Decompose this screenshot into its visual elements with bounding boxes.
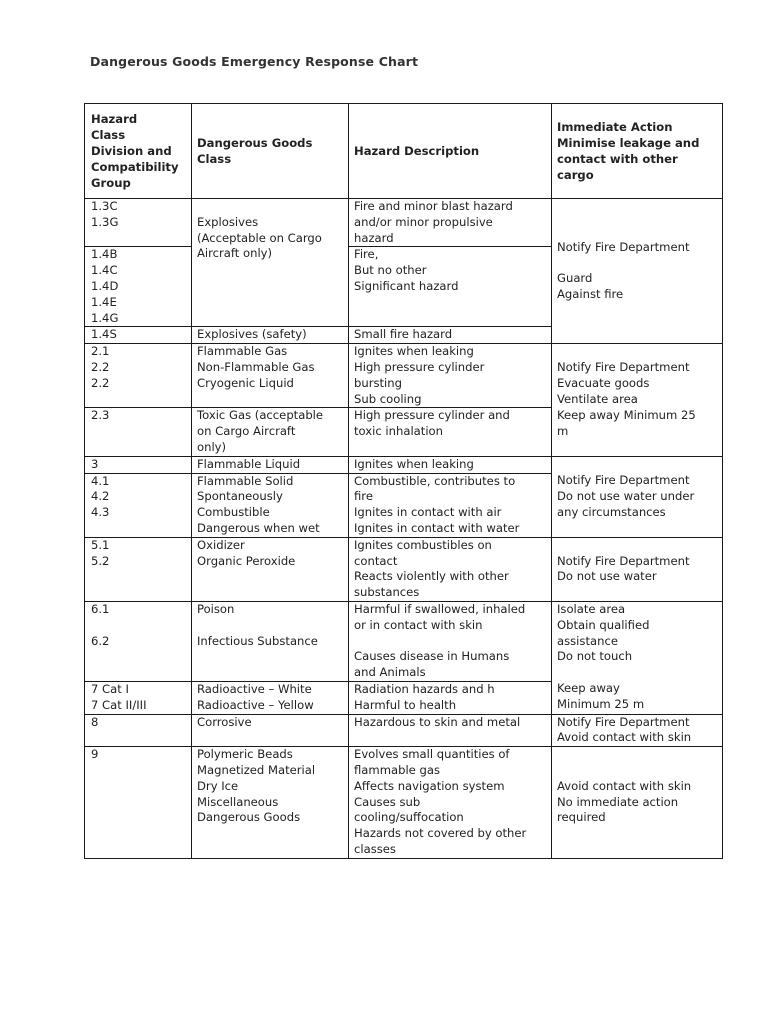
document-title: Dangerous Goods Emergency Response Chart — [90, 54, 419, 69]
table-row — [85, 199, 723, 247]
table-row — [85, 344, 723, 408]
hazard-cell: Hazardous to skin and metal — [349, 714, 552, 747]
action-cell: Notify Fire Department Avoid contact with skin — [552, 714, 723, 747]
hazard-cell: Evolves small quantities of flammable gas Affects navigation system Causes sub cooling/suffocation Hazards not covered by other classes — [349, 747, 552, 859]
division-cell: 6.1 6.2 — [85, 601, 192, 681]
table-row — [85, 456, 723, 473]
class-cell: Oxidizer Organic Peroxide — [192, 537, 349, 601]
division-cell: 5.1 5.2 — [85, 537, 192, 601]
table-row — [85, 537, 723, 601]
class-cell: Explosives (safety) — [192, 327, 349, 344]
hazard-cell: Combustible, contributes to fire Ignites in contact with air Ignites in contact with water — [349, 473, 552, 537]
emergency-response-table — [84, 103, 723, 859]
hazard-cell: Radiation hazards and h Harmful to health — [349, 681, 552, 714]
table-row — [85, 601, 723, 681]
table-row — [85, 747, 723, 859]
hazard-cell: Small fire hazard — [349, 327, 552, 344]
division-cell: 2.3 — [85, 408, 192, 456]
hazard-cell: Ignites combustibles on contact Reacts violently with other substances — [349, 537, 552, 601]
division-cell: 7 Cat I 7 Cat II/III — [85, 681, 192, 714]
class-cell: Toxic Gas (acceptable on Cargo Aircraft only) — [192, 408, 349, 456]
hazard-cell: Harmful if swallowed, inhaled or in contact with skin Causes disease in Humans and Animals — [349, 601, 552, 681]
header-hazard-class: Hazard Class Division and Compatibility Group — [85, 104, 192, 199]
action-cell: Avoid contact with skin No immediate action required — [552, 747, 723, 859]
division-cell: 3 — [85, 456, 192, 473]
division-cell: 1.3C 1.3G — [85, 199, 192, 247]
division-cell: 9 — [85, 747, 192, 859]
header-immediate-action: Immediate Action Minimise leakage and contact with other cargo — [552, 104, 723, 199]
class-cell: Radioactive – White Radioactive – Yellow — [192, 681, 349, 714]
class-cell: Explosives (Acceptable on Cargo Aircraft only) — [192, 199, 349, 327]
action-cell: Notify Fire Department Do not use water — [552, 537, 723, 601]
hazard-cell: Fire, But no other Significant hazard — [349, 247, 552, 327]
table-row — [85, 714, 723, 747]
table-header-row — [85, 104, 723, 199]
division-cell: 8 — [85, 714, 192, 747]
action-cell: Notify Fire Department Evacuate goods Ventilate area Keep away Minimum 25 m — [552, 344, 723, 457]
class-cell: Corrosive — [192, 714, 349, 747]
header-hazard-description: Hazard Description — [349, 104, 552, 199]
hazard-cell: High pressure cylinder and toxic inhalation — [349, 408, 552, 456]
action-cell: Notify Fire Department Do not use water under any circumstances — [552, 456, 723, 537]
division-cell: 4.1 4.2 4.3 — [85, 473, 192, 537]
class-cell: Polymeric Beads Magnetized Material Dry Ice Miscellaneous Dangerous Goods — [192, 747, 349, 859]
header-dangerous-goods-class: Dangerous Goods Class — [192, 104, 349, 199]
hazard-cell: Fire and minor blast hazard and/or minor propulsive hazard — [349, 199, 552, 247]
hazard-cell: Ignites when leaking High pressure cylinder bursting Sub cooling — [349, 344, 552, 408]
division-cell: 2.1 2.2 2.2 — [85, 344, 192, 408]
division-cell: 1.4S — [85, 327, 192, 344]
class-cell: Flammable Liquid — [192, 456, 349, 473]
hazard-cell: Ignites when leaking — [349, 456, 552, 473]
class-cell: Poison Infectious Substance — [192, 601, 349, 681]
class-cell: Flammable Solid Spontaneously Combustible Dangerous when wet — [192, 473, 349, 537]
division-cell: 1.4B 1.4C 1.4D 1.4E 1.4G — [85, 247, 192, 327]
action-cell: Isolate area Obtain qualified assistance Do not touch Keep away Minimum 25 m — [552, 601, 723, 714]
class-cell: Flammable Gas Non-Flammable Gas Cryogenic Liquid — [192, 344, 349, 408]
action-cell: Notify Fire Department Guard Against fire — [552, 199, 723, 344]
